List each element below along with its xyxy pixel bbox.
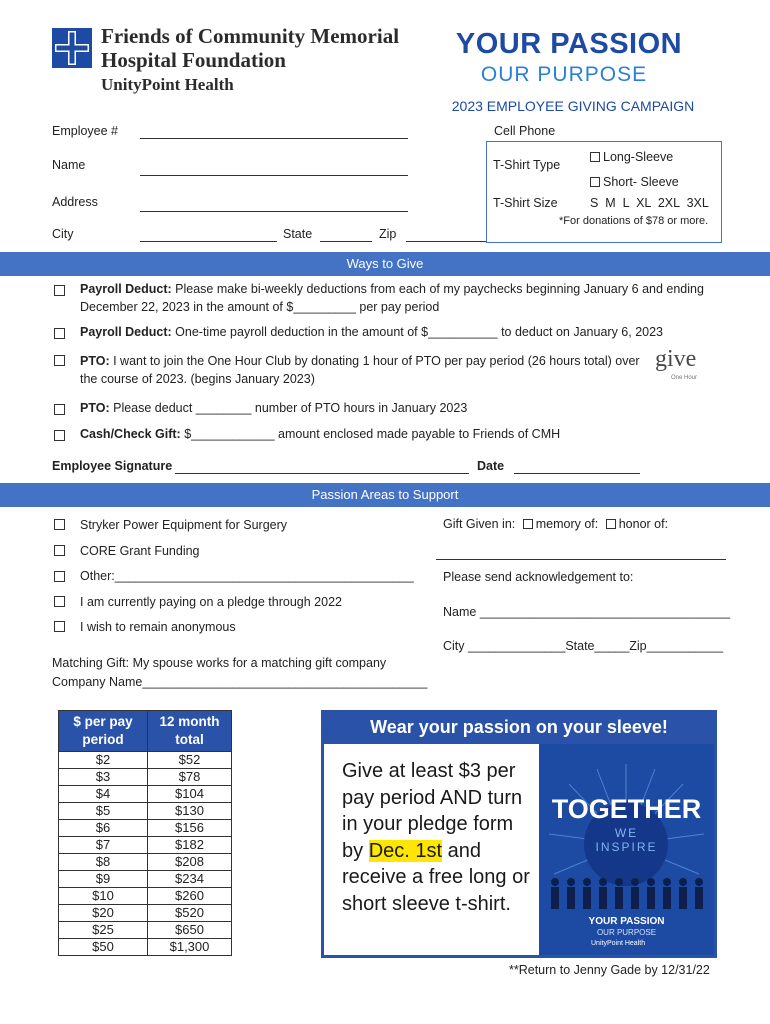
- way-checkbox-1[interactable]: [54, 285, 65, 296]
- pay-per-period-cell: $10: [59, 888, 148, 905]
- pay-per-period-cell: $6: [59, 820, 148, 837]
- promo-heading: Wear your passion on your sleeve!: [370, 717, 668, 737]
- passion-item-1: Stryker Power Equipment for Surgery: [80, 518, 288, 532]
- cross-logo-icon: [52, 28, 92, 68]
- pay-table-row: [59, 905, 232, 922]
- tshirt-type-label: T-Shirt Type: [493, 158, 561, 172]
- passion-item-5: I wish to remain anonymous: [80, 620, 236, 634]
- promo-body: [324, 744, 539, 955]
- pay-total-cell: $156: [148, 820, 232, 837]
- inspire-text: INSPIRE: [595, 840, 658, 854]
- pay-per-period-cell: $4: [59, 786, 148, 803]
- pay-per-period-cell: $2: [59, 752, 148, 769]
- pay-per-period-cell: $25: [59, 922, 148, 939]
- signature-label: Employee Signature: [52, 459, 173, 473]
- way-item-1: Payroll Deduct: Please make bi-weekly deductions from each of my paychecks beginning January 6 and ending December 22, 2023 in the amount of $_________ per pay period: [80, 282, 704, 314]
- honor-of-checkbox[interactable]: [606, 519, 616, 529]
- ack-name-field[interactable]: Name ____________________________________: [443, 605, 731, 619]
- short-sleeve-option[interactable]: Short- Sleeve: [590, 175, 679, 189]
- way-checkbox-3[interactable]: [54, 355, 65, 366]
- pay-total-cell: $208: [148, 854, 232, 871]
- signature-field[interactable]: [175, 473, 469, 474]
- promo-footer-3: UnityPoint Health: [591, 940, 646, 947]
- short-sleeve-checkbox[interactable]: [590, 177, 600, 187]
- company-name-line[interactable]: Company Name_________________________________________: [52, 675, 428, 689]
- name-label: Name: [52, 158, 86, 172]
- passion-checkbox-5[interactable]: [54, 621, 65, 632]
- tshirt-sizes[interactable]: S M L XL 2XL 3XL: [590, 196, 709, 210]
- memory-of-checkbox[interactable]: [523, 519, 533, 529]
- logo-line-3: UnityPoint Health: [101, 75, 234, 94]
- ack-city-field[interactable]: City ______________State_____Zip___________: [443, 639, 724, 653]
- promo-footer-1: YOUR PASSION: [588, 916, 665, 927]
- pay-table-row: [59, 769, 232, 786]
- brand-headline: YOUR PASSION: [455, 28, 683, 60]
- zip-label: Zip: [379, 227, 397, 241]
- give-one-hour-logo: give One Hour: [655, 346, 698, 381]
- together-text: TOGETHER: [551, 794, 702, 824]
- pay-per-period-cell: $7: [59, 837, 148, 854]
- foundation-logo: [52, 24, 432, 98]
- way-checkbox-5[interactable]: [54, 430, 65, 441]
- pay-total-cell: $78: [148, 769, 232, 786]
- pay-per-period-cell: $3: [59, 769, 148, 786]
- passion-item-2: CORE Grant Funding: [80, 544, 200, 558]
- passion-item-3: Other:___________________________________________: [80, 569, 414, 583]
- pay-total-cell: $130: [148, 803, 232, 820]
- pay-per-period-cell: $20: [59, 905, 148, 922]
- pay-period-table: [58, 710, 232, 956]
- long-sleeve-option[interactable]: Long-Sleeve: [590, 150, 673, 164]
- pay-total-cell: $52: [148, 752, 232, 769]
- pay-table-row: [59, 803, 232, 820]
- pay-total-cell: $104: [148, 786, 232, 803]
- date-field[interactable]: [514, 473, 640, 474]
- promo-text: Give at least $3 per pay period AND turn in your pledge form by Dec. 1st and receive a free long or short sleeve t-shirt.: [342, 760, 530, 915]
- name-field[interactable]: [140, 175, 408, 176]
- passion-areas-band: Passion Areas to Support: [0, 483, 770, 507]
- tshirt-note: *For donations of $78 or more.: [559, 215, 709, 227]
- address-label: Address: [52, 195, 98, 209]
- tshirt-size-label: T-Shirt Size: [493, 196, 558, 210]
- pay-header-per-period: $ per pay period: [59, 711, 148, 752]
- pay-header-total: 12 month total: [148, 711, 232, 752]
- way-item-2: Payroll Deduct: One-time payroll deduction in the amount of $__________ to deduct on January 6, 2023: [80, 325, 664, 339]
- way-item-5: Cash/Check Gift: $____________ amount enclosed made payable to Friends of CMH: [80, 427, 561, 441]
- passion-checkbox-2[interactable]: [54, 545, 65, 556]
- passion-checkbox-4[interactable]: [54, 596, 65, 607]
- employee-field[interactable]: [140, 138, 408, 139]
- way-checkbox-2[interactable]: [54, 328, 65, 339]
- pay-table-row: [59, 871, 232, 888]
- pay-table-row: [59, 786, 232, 803]
- way-item-3: PTO: I want to join the One Hour Club by donating 1 hour of PTO per pay period (26 hours total) over the course of 2023. (begins January 2023): [80, 354, 640, 386]
- pay-total-cell: $234: [148, 871, 232, 888]
- pay-total-cell: $260: [148, 888, 232, 905]
- promo-footer-2: OUR PURPOSE: [596, 928, 657, 937]
- ways-to-give-band: Ways to Give: [0, 252, 770, 276]
- tshirt-promo: [321, 710, 717, 958]
- logo-line-1: Friends of Community Memorial: [101, 24, 400, 48]
- pay-table-row: [59, 854, 232, 871]
- we-text: WE: [614, 826, 639, 840]
- gift-name-field[interactable]: [436, 559, 726, 560]
- matching-gift-line: Matching Gift: My spouse works for a matching gift company: [52, 656, 387, 670]
- address-field[interactable]: [140, 211, 408, 212]
- people-row-icon: [547, 874, 707, 914]
- acknowledgement-label: Please send acknowledgement to:: [443, 570, 634, 584]
- passion-checkbox-1[interactable]: [54, 519, 65, 530]
- pay-per-period-cell: $8: [59, 854, 148, 871]
- way-checkbox-4[interactable]: [54, 404, 65, 415]
- date-label: Date: [477, 459, 505, 473]
- pay-table-row: [59, 837, 232, 854]
- cell-phone-label: Cell Phone: [494, 124, 556, 138]
- way-item-4: PTO: Please deduct ________ number of PTO hours in January 2023: [80, 401, 468, 415]
- passion-item-4: I am currently paying on a pledge through 2022: [80, 595, 342, 609]
- pay-total-cell: $520: [148, 905, 232, 922]
- brand-subline: OUR PURPOSE: [480, 63, 648, 86]
- pay-per-period-cell: $5: [59, 803, 148, 820]
- pay-table-row: [59, 820, 232, 837]
- state-field[interactable]: [320, 241, 372, 242]
- pay-per-period-cell: $9: [59, 871, 148, 888]
- pay-per-period-cell: $50: [59, 939, 148, 956]
- pay-table-row: [59, 752, 232, 769]
- pay-table-row: [59, 939, 232, 956]
- passion-checkbox-3[interactable]: [54, 571, 65, 582]
- long-sleeve-checkbox[interactable]: [590, 152, 600, 162]
- pay-total-cell: $1,300: [148, 939, 232, 956]
- city-label: City: [52, 227, 74, 241]
- zip-field[interactable]: [406, 241, 486, 242]
- pay-table-row: [59, 888, 232, 905]
- gift-given-in: Gift Given in: memory of: honor of:: [443, 517, 669, 531]
- state-label: State: [283, 227, 313, 241]
- pay-total-cell: $650: [148, 922, 232, 939]
- city-field[interactable]: [140, 241, 277, 242]
- together-graphic: [539, 744, 714, 955]
- pay-table-row: [59, 922, 232, 939]
- employee-label: Employee #: [52, 124, 119, 138]
- pay-total-cell: $182: [148, 837, 232, 854]
- return-note: **Return to Jenny Gade by 12/31/22: [509, 963, 710, 977]
- logo-line-2: Hospital Foundation: [101, 48, 286, 72]
- campaign-title: 2023 EMPLOYEE GIVING CAMPAIGN: [451, 98, 695, 114]
